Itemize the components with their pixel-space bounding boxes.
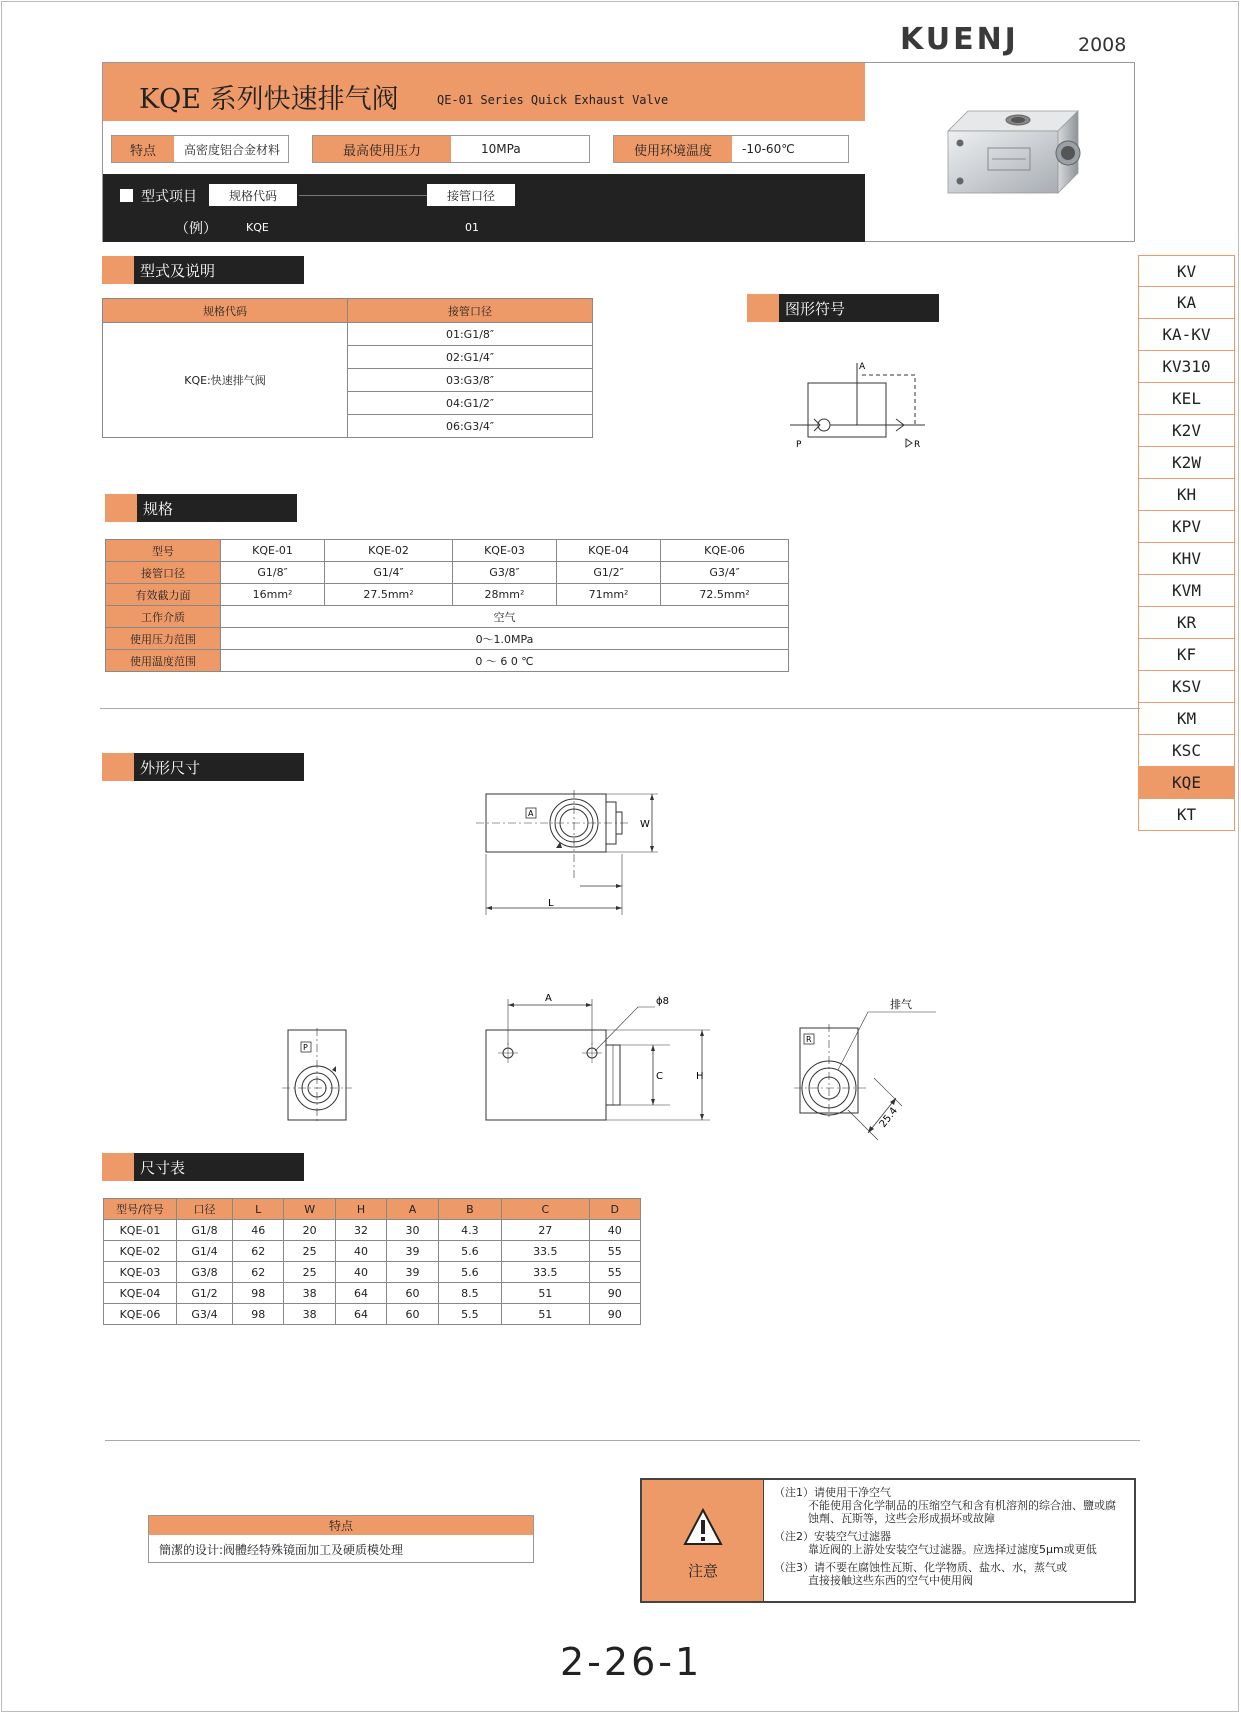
spec-port: G1/8″ — [221, 562, 325, 584]
dim-cell: G3/8 — [177, 1262, 233, 1283]
right-end-view-drawing — [790, 990, 950, 1165]
dim-header: H — [335, 1199, 386, 1220]
dim-cell: 20 — [284, 1220, 335, 1241]
model-table-port: 06:G3/4″ — [348, 415, 593, 438]
example-code: KQE — [246, 221, 269, 234]
dim-cell: 60 — [387, 1304, 438, 1325]
header-title-band — [103, 63, 865, 121]
dim-cell: G1/8 — [177, 1220, 233, 1241]
side-tab-ka[interactable]: KA — [1138, 287, 1235, 319]
caution-label: 注意 — [687, 1562, 718, 1580]
model-table-code: KQE:快速排气阀 — [103, 323, 348, 438]
spec-area: 72.5mm² — [661, 584, 789, 606]
model-table-header-code: 规格代码 — [103, 299, 348, 323]
dim-cell: 39 — [387, 1262, 438, 1283]
dim-cell: 40 — [335, 1241, 386, 1262]
side-tab-kqe[interactable]: KQE — [1138, 767, 1235, 799]
spec-max-pressure-value: 10MPa — [481, 142, 521, 156]
spec-row-label: 型号 — [106, 540, 221, 562]
dim-cell: 39 — [387, 1241, 438, 1262]
model-label: 型式项目 — [141, 189, 197, 205]
spec-area: 28mm² — [452, 584, 556, 606]
section-outline-title: 外形尺寸 — [134, 753, 304, 781]
spec-area: 27.5mm² — [325, 584, 453, 606]
dim-cell: 25 — [284, 1262, 335, 1283]
brand-year: 2008 — [1078, 34, 1127, 56]
caution-note — [774, 1561, 1124, 1587]
spec-medium: 空气 — [221, 606, 789, 628]
dim-cell: 40 — [335, 1262, 386, 1283]
model-table-port: 02:G1/4″ — [348, 346, 593, 369]
spec-port: G3/4″ — [661, 562, 789, 584]
section-outline — [102, 753, 304, 781]
top-view-drawing — [470, 780, 670, 920]
model-table-port: 04:G1/2″ — [348, 392, 593, 415]
table-row — [104, 1262, 641, 1283]
section-specs — [105, 494, 297, 522]
spec-temperature: 0 ～ 6 0 ℃ — [221, 650, 789, 672]
drawing-dim-l: L — [548, 898, 554, 909]
header-box — [102, 62, 1135, 242]
drawing-dim-h: H — [696, 1071, 704, 1082]
drawing-exhaust-label: 排气 — [890, 998, 912, 1011]
example-port: 01 — [465, 221, 479, 234]
feature-box — [148, 1515, 534, 1563]
drawing-dim-254: 25.4 — [877, 1105, 901, 1130]
dim-cell: 33.5 — [502, 1262, 589, 1283]
side-tab-kf[interactable]: KF — [1138, 639, 1235, 671]
dim-cell: 51 — [502, 1304, 589, 1325]
page-title: KQE 系列快速排气阀 — [139, 84, 399, 115]
spec-row-label: 使用温度范围 — [106, 650, 221, 672]
dim-cell: 8.5 — [438, 1283, 501, 1304]
side-tab-k2v[interactable]: K2V — [1138, 415, 1235, 447]
dim-cell: G3/4 — [177, 1304, 233, 1325]
model-table-port: 03:G3/8″ — [348, 369, 593, 392]
dim-cell: 90 — [589, 1304, 640, 1325]
pneumatic-symbol-diagram — [790, 355, 930, 455]
dim-cell: 5.5 — [438, 1304, 501, 1325]
dim-cell: 5.6 — [438, 1241, 501, 1262]
dim-cell: 46 — [233, 1220, 284, 1241]
side-tab-ksc[interactable]: KSC — [1138, 735, 1235, 767]
spec-feature — [111, 135, 289, 163]
caution-note-body: 不能使用含化学制品的压缩空气和含有机溶剂的综合油、鹽或腐蚀劑、瓦斯等，这些会形成损坏或故障 — [808, 1499, 1116, 1525]
warning-icon — [683, 1508, 723, 1546]
caution-note — [774, 1530, 1124, 1556]
example-label: （例） — [175, 221, 217, 237]
caution-note-title: （注1）请使用干净空气 — [774, 1486, 891, 1499]
side-tab-k2w[interactable]: K2W — [1138, 447, 1235, 479]
dim-cell: 62 — [233, 1262, 284, 1283]
side-tab-ka-kv[interactable]: KA-KV — [1138, 319, 1235, 351]
product-photo — [938, 93, 1088, 213]
caution-note-body: 直接接触这些东西的空气中使用阀 — [808, 1574, 973, 1587]
model-code-box: 规格代码 — [209, 184, 297, 206]
spec-pressure: 0～1.0MPa — [221, 628, 789, 650]
section-model-desc — [102, 256, 304, 284]
dim-cell: 40 — [589, 1220, 640, 1241]
dim-cell: 62 — [233, 1241, 284, 1262]
table-row — [104, 1304, 641, 1325]
section-specs-title: 规格 — [137, 494, 297, 522]
side-tab-kv310[interactable]: KV310 — [1138, 351, 1235, 383]
spec-port: G3/8″ — [452, 562, 556, 584]
drawing-port-p-mark: P — [303, 1043, 308, 1052]
dim-header: W — [284, 1199, 335, 1220]
drawing-dim-w: W — [640, 819, 650, 830]
symbol-port-r: R — [914, 440, 921, 450]
page-subtitle: QE-01 Series Quick Exhaust Valve — [437, 93, 669, 107]
side-tabs — [1138, 255, 1235, 831]
dim-header: 型号/符号 — [104, 1199, 177, 1220]
spec-row-label: 使用压力范围 — [106, 628, 221, 650]
dim-cell: 55 — [589, 1241, 640, 1262]
spec-port: G1/4″ — [325, 562, 453, 584]
caution-note-title: （注2）安装空气过滤器 — [774, 1530, 891, 1543]
drawing-dim-c: C — [656, 1071, 663, 1082]
dim-cell: 25 — [284, 1241, 335, 1262]
dim-cell: 64 — [335, 1283, 386, 1304]
model-connector-line — [299, 195, 427, 196]
model-table — [102, 298, 593, 438]
dim-cell: KQE-01 — [104, 1220, 177, 1241]
side-tab-kt[interactable]: KT — [1138, 799, 1235, 831]
dim-cell: G1/4 — [177, 1241, 233, 1262]
dim-cell: KQE-03 — [104, 1262, 177, 1283]
caution-note-title: （注3）请不要在腐蚀性瓦斯、化学物质、盐水、水，蒸气或 — [774, 1561, 1067, 1574]
table-row — [104, 1241, 641, 1262]
caution-notes — [764, 1480, 1134, 1601]
spec-temperature — [613, 135, 849, 163]
side-tab-khv[interactable]: KHV — [1138, 543, 1235, 575]
dim-cell: 64 — [335, 1304, 386, 1325]
section-symbol-title: 图形符号 — [779, 294, 939, 322]
dim-cell: KQE-02 — [104, 1241, 177, 1262]
spec-model: KQE-02 — [325, 540, 453, 562]
side-tab-kv[interactable]: KV — [1138, 255, 1235, 287]
model-square-icon — [120, 189, 133, 202]
dimension-table — [103, 1198, 641, 1325]
side-tab-kvm[interactable]: KVM — [1138, 575, 1235, 607]
drawing-port-r-mark: R — [806, 1035, 812, 1044]
dim-cell: 27 — [502, 1220, 589, 1241]
feature-body: 簡潔的设计:阀體经特殊镜面加工及硬质模处理 — [159, 1543, 404, 1557]
caution-left — [642, 1480, 764, 1601]
dim-header: L — [233, 1199, 284, 1220]
spec-row-label: 接管口径 — [106, 562, 221, 584]
dim-cell: 60 — [387, 1283, 438, 1304]
section-model-desc-title: 型式及说明 — [134, 256, 304, 284]
spec-port: G1/2″ — [557, 562, 661, 584]
side-tab-kh[interactable]: KH — [1138, 479, 1235, 511]
drawing-port-a-mark: A — [528, 809, 534, 818]
symbol-port-p: P — [796, 440, 802, 450]
divider — [105, 1440, 1140, 1441]
side-tab-ksv[interactable]: KSV — [1138, 671, 1235, 703]
table-row — [104, 1220, 641, 1241]
spec-row-label: 工作介质 — [106, 606, 221, 628]
dim-cell: 98 — [233, 1304, 284, 1325]
spec-max-pressure — [312, 135, 590, 163]
dim-cell: 5.6 — [438, 1262, 501, 1283]
symbol-port-a: A — [859, 362, 866, 372]
caution-note-body: 靠近阀的上游处安装空气过滤器。应选择过滤度5μm或更低 — [808, 1543, 1097, 1556]
dim-cell: 51 — [502, 1283, 589, 1304]
side-view-drawing — [470, 985, 730, 1125]
divider — [100, 708, 1140, 709]
dim-header: B — [438, 1199, 501, 1220]
brand-logo: KUENJ — [900, 22, 1019, 57]
drawing-dim-phi: ϕ8 — [656, 996, 669, 1007]
dim-cell: 55 — [589, 1262, 640, 1283]
caution-box — [640, 1478, 1136, 1603]
side-tab-km[interactable]: KM — [1138, 703, 1235, 735]
spec-feature-label: 特点 — [112, 136, 174, 162]
dim-cell: 4.3 — [438, 1220, 501, 1241]
spec-area: 71mm² — [557, 584, 661, 606]
spec-model: KQE-03 — [452, 540, 556, 562]
dim-cell: KQE-04 — [104, 1283, 177, 1304]
dim-cell: 32 — [335, 1220, 386, 1241]
section-symbol — [747, 294, 939, 322]
spec-row-label: 有效截力面 — [106, 584, 221, 606]
side-tab-kr[interactable]: KR — [1138, 607, 1235, 639]
model-port-box: 接管口径 — [427, 184, 515, 206]
dim-cell: 98 — [233, 1283, 284, 1304]
dim-cell: KQE-06 — [104, 1304, 177, 1325]
side-tab-kel[interactable]: KEL — [1138, 383, 1235, 415]
spec-area: 16mm² — [221, 584, 325, 606]
spec-model: KQE-06 — [661, 540, 789, 562]
dim-cell: 90 — [589, 1283, 640, 1304]
spec-temperature-value: -10-60℃ — [742, 142, 795, 156]
feature-title: 特点 — [149, 1516, 533, 1535]
left-end-view-drawing — [280, 1020, 360, 1125]
drawing-dim-a: A — [545, 993, 552, 1004]
side-tab-kpv[interactable]: KPV — [1138, 511, 1235, 543]
caution-note — [774, 1486, 1124, 1525]
table-row — [104, 1283, 641, 1304]
section-dim-table-title: 尺寸表 — [134, 1153, 304, 1181]
spec-feature-value: 高密度铝合金材料 — [184, 142, 281, 157]
model-table-port: 01:G1/8″ — [348, 323, 593, 346]
dim-header: C — [502, 1199, 589, 1220]
spec-model: KQE-01 — [221, 540, 325, 562]
spec-temperature-label: 使用环境温度 — [614, 136, 732, 162]
spec-model: KQE-04 — [557, 540, 661, 562]
spec-max-pressure-label: 最高使用压力 — [313, 136, 451, 162]
section-dim-table — [102, 1153, 304, 1181]
dim-header: A — [387, 1199, 438, 1220]
dim-cell: 30 — [387, 1220, 438, 1241]
spec-table — [105, 539, 789, 672]
dim-cell: 38 — [284, 1304, 335, 1325]
dim-header: D — [589, 1199, 640, 1220]
dim-header: 口径 — [177, 1199, 233, 1220]
dim-cell: 33.5 — [502, 1241, 589, 1262]
dim-cell: 38 — [284, 1283, 335, 1304]
page-number: 2-26-1 — [560, 1640, 703, 1684]
dim-cell: G1/2 — [177, 1283, 233, 1304]
model-band — [103, 174, 865, 242]
model-table-header-port: 接管口径 — [348, 299, 593, 323]
